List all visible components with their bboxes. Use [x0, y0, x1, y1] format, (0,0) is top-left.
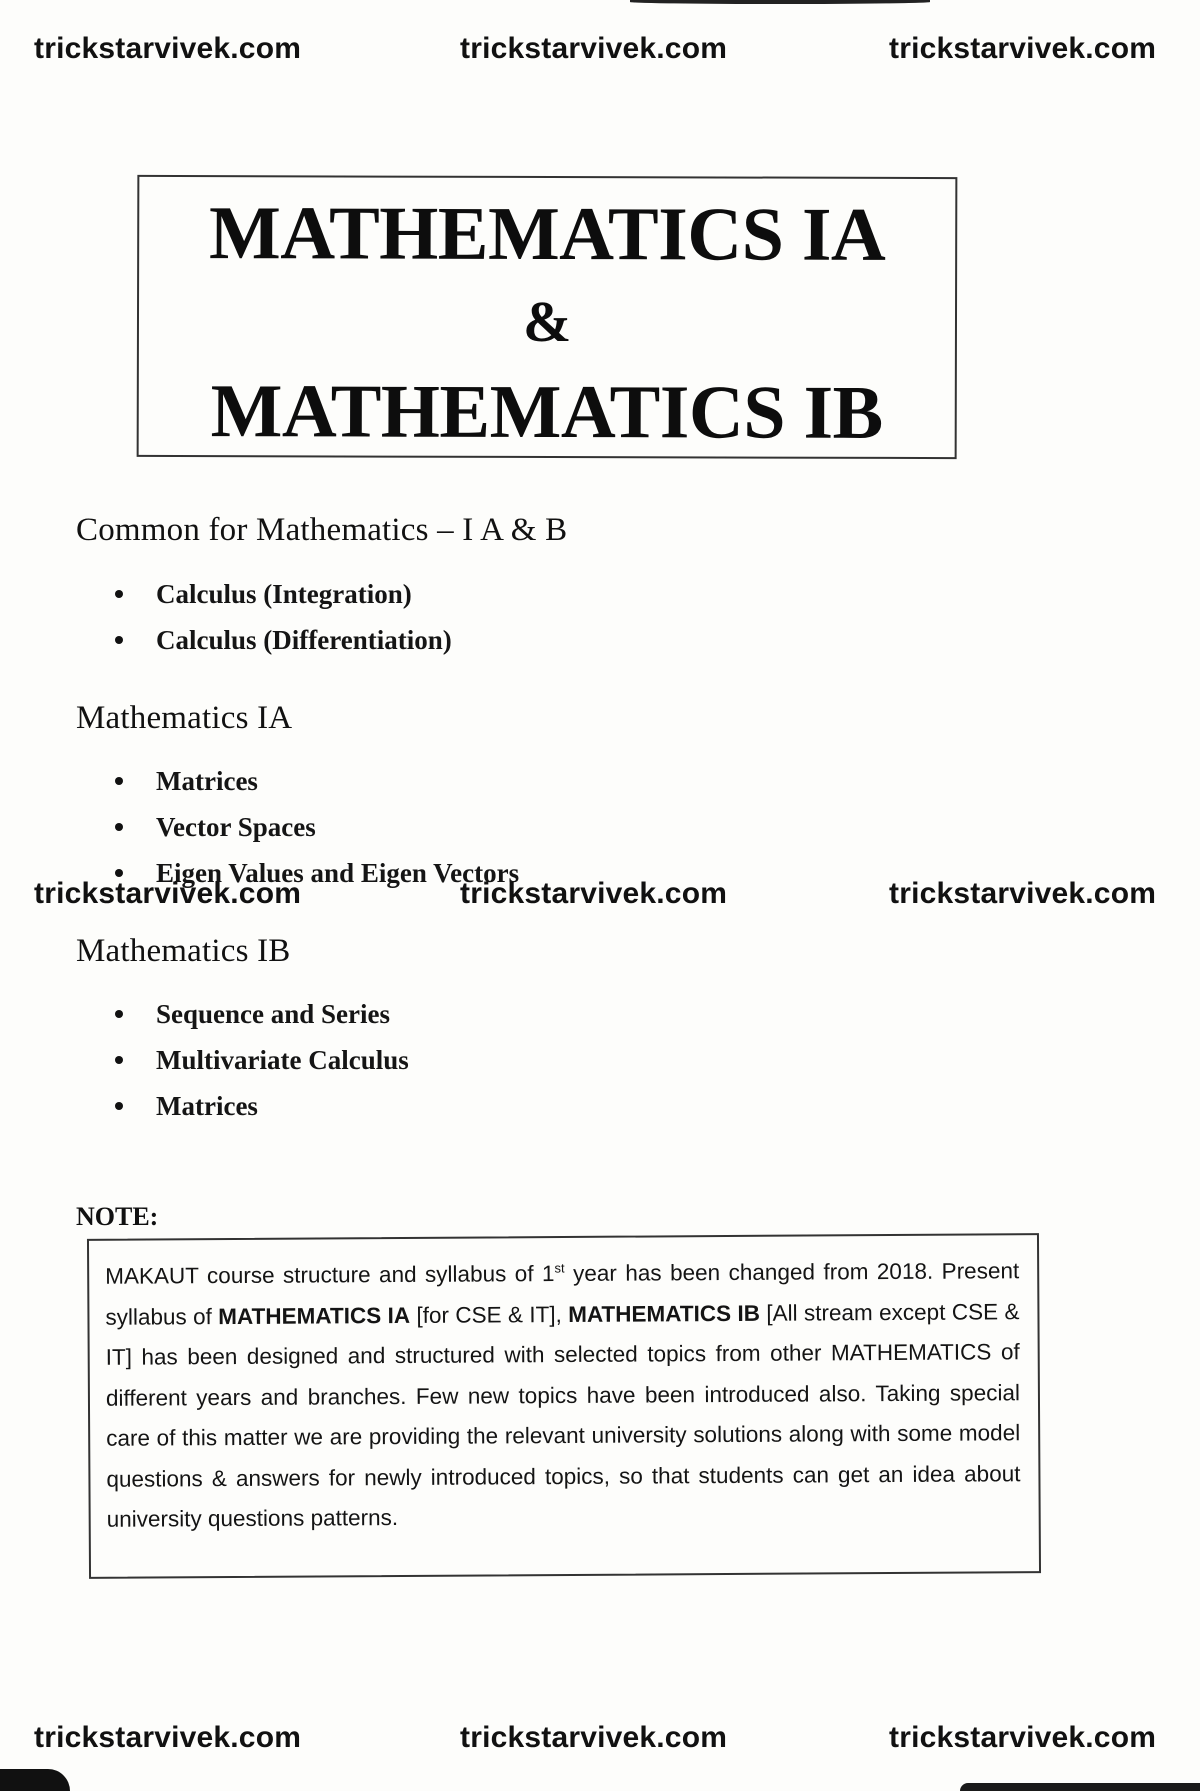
section-heading-common: Common for Mathematics – I A & B — [76, 512, 568, 548]
watermark-text: trickstarvivek.com — [460, 1721, 728, 1754]
title-box — [137, 175, 958, 459]
scan-shadow-top — [630, 0, 930, 4]
note-text-part: [All stream except CSE & IT] has been designed and structured with selected topics from other MATHEMATICS of different years and branches. Few new topics have been introduced also. Taking special care of this matter we are providing the relevant university solutions along with some model questions & answers for newly introduced topics, so that students can get an idea about university questions patterns. — [105, 1298, 1021, 1532]
list-item-label: Eigen Values and Eigen Vectors — [156, 858, 520, 888]
list-item — [108, 807, 519, 853]
list-item — [108, 1086, 409, 1132]
note-superscript: st — [554, 1260, 565, 1276]
bullet-icon — [115, 636, 123, 644]
note-box — [87, 1233, 1041, 1579]
watermark-text: trickstarvivek.com — [34, 877, 302, 910]
topic-list-common — [108, 574, 452, 666]
watermark-row-bottom — [0, 1721, 1200, 1761]
bullet-icon — [115, 777, 123, 785]
list-item — [108, 574, 452, 620]
watermark-text: trickstarvivek.com — [460, 32, 728, 65]
watermark-text: trickstarvivek.com — [34, 32, 302, 65]
note-text-part: year has been changed from 2018. Present syllabus of — [105, 1258, 1020, 1330]
section-heading-ib: Mathematics IB — [76, 933, 291, 969]
scan-shadow-bottom-left — [0, 1769, 70, 1791]
list-item-label: Multivariate Calculus — [156, 1045, 409, 1075]
bullet-icon — [115, 590, 123, 598]
list-item-label: Vector Spaces — [156, 812, 316, 842]
list-item-label: Calculus (Differentiation) — [156, 625, 452, 655]
topic-list-ib — [108, 994, 409, 1132]
title-ampersand: & — [522, 288, 571, 355]
watermark-row-top — [0, 32, 1200, 72]
section-heading-ia: Mathematics IA — [76, 700, 293, 736]
watermark-row-middle — [0, 877, 1200, 917]
list-item — [108, 994, 409, 1040]
watermark-text: trickstarvivek.com — [34, 1721, 302, 1754]
note-label: NOTE: — [76, 1202, 159, 1231]
list-item-label: Calculus (Integration) — [156, 579, 412, 609]
bullet-icon — [115, 1102, 123, 1110]
list-item — [108, 1040, 409, 1086]
note-text-part: [for CSE & IT], — [409, 1301, 569, 1328]
bullet-icon — [115, 1056, 123, 1064]
bullet-icon — [115, 869, 123, 877]
scan-shadow-bottom-right — [960, 1783, 1200, 1791]
watermark-text: trickstarvivek.com — [889, 1721, 1157, 1754]
title-line-ib: MATHEMATICS IB — [210, 369, 883, 455]
list-item-label: Matrices — [156, 1091, 258, 1121]
note-bold-ia: MATHEMATICS IA — [218, 1302, 411, 1329]
watermark-text: trickstarvivek.com — [460, 877, 728, 910]
bullet-icon — [115, 823, 123, 831]
list-item — [108, 761, 519, 807]
list-item-label: Sequence and Series — [156, 999, 391, 1029]
note-text-part: MAKAUT course structure and syllabus of 1 — [105, 1261, 555, 1289]
bullet-icon — [115, 1010, 123, 1018]
watermark-text: trickstarvivek.com — [889, 877, 1157, 910]
title-line-ia: MATHEMATICS IA — [208, 191, 886, 277]
note-paragraph — [105, 1251, 1021, 1540]
list-item-label: Matrices — [156, 766, 258, 796]
note-bold-ib: MATHEMATICS IB — [568, 1300, 761, 1327]
watermark-text: trickstarvivek.com — [889, 32, 1157, 65]
list-item — [108, 620, 452, 666]
